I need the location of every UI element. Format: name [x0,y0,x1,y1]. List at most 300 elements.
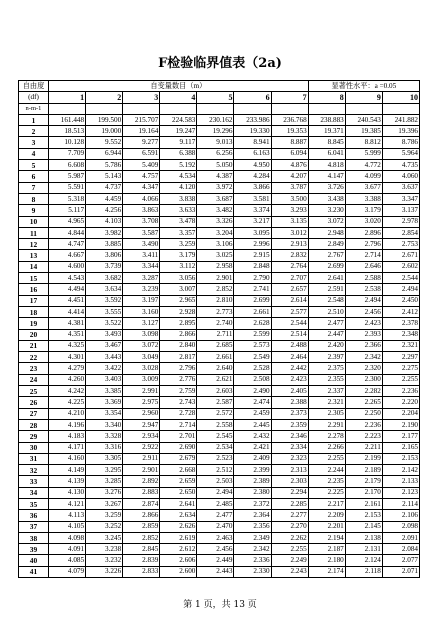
critical-value-cell: 4.534 [160,171,197,182]
critical-value-cell: 3.357 [160,227,197,238]
critical-value-cell: 2.874 [123,498,160,509]
critical-value-cell: 4.876 [271,160,308,171]
critical-value-cell: 19.330 [234,126,271,137]
critical-value-cell: 2.558 [197,419,234,430]
critical-value-cell: 3.726 [308,182,345,193]
critical-value-cell: 2.464 [271,352,308,363]
critical-value-cell: 2.262 [271,532,308,543]
critical-value-cell: 2.685 [197,340,234,351]
critical-value-cell: 3.232 [86,555,123,566]
table-header-row [19,81,420,92]
critical-value-cell: 2.179 [345,476,382,487]
row-df: 19 [19,318,49,329]
critical-value-cell: 2.138 [345,532,382,543]
critical-value-cell: 4.120 [160,182,197,193]
critical-value-cell: 3.972 [197,182,234,193]
critical-value-cell: 4.113 [49,510,86,521]
table-row [19,352,420,363]
critical-value-cell: 2.243 [271,566,308,577]
critical-value-cell: 2.456 [197,544,234,555]
critical-value-cell: 4.260 [49,374,86,385]
critical-value-cell: 2.996 [234,239,271,250]
critical-value-cell: 2.947 [123,419,160,430]
critical-value-cell: 2.275 [382,363,419,374]
table-row [19,363,420,374]
critical-value-cell: 2.165 [382,442,419,453]
row-df: 2 [19,126,49,137]
critical-value-cell: 2.790 [234,273,271,284]
table-row [19,408,420,419]
critical-value-cell: 2.399 [234,465,271,476]
critical-value-cell: 4.242 [49,386,86,397]
critical-value-cell: 2.346 [271,431,308,442]
critical-value-cell: 2.359 [271,419,308,430]
critical-value-cell: 8.845 [308,137,345,148]
critical-value-cell: 4.160 [49,453,86,464]
critical-value-cell: 4.494 [49,284,86,295]
row-df: 41 [19,566,49,577]
critical-value-cell: 10.128 [49,137,86,148]
critical-value-cell: 4.060 [382,171,419,182]
critical-value-cell: 5.050 [197,160,234,171]
table-row [19,487,420,498]
critical-value-cell: 2.118 [345,566,382,577]
critical-value-cell: 2.450 [382,295,419,306]
critical-value-cell: 3.326 [197,216,234,227]
critical-value-cell: 3.276 [86,487,123,498]
critical-value-cell: 2.934 [123,431,160,442]
critical-value-cell: 3.160 [123,306,160,317]
row-df: 7 [19,182,49,193]
critical-value-cell: 8.786 [382,137,419,148]
row-df: 25 [19,386,49,397]
critical-value-cell: 2.393 [345,329,382,340]
critical-value-cell: 2.544 [271,318,308,329]
critical-value-cell: 5.192 [160,160,197,171]
critical-value-cell: 2.372 [234,498,271,509]
critical-value-cell: 19.396 [382,126,419,137]
critical-value-cell: 2.845 [123,544,160,555]
table-row [19,374,420,385]
critical-value-cell: 2.123 [382,487,419,498]
row-df: 18 [19,306,49,317]
critical-value-cell: 3.007 [160,284,197,295]
critical-value-cell: 3.020 [345,216,382,227]
critical-value-cell: 19.000 [86,126,123,137]
critical-value-cell: 2.174 [308,566,345,577]
critical-value-cell: 2.514 [271,329,308,340]
critical-value-cell: 2.545 [197,431,234,442]
critical-value-cell: 3.285 [86,476,123,487]
critical-value-cell: 3.009 [123,374,160,385]
column-number-row [19,92,420,103]
critical-value-cell: 2.854 [382,227,419,238]
critical-value-cell: 2.305 [308,408,345,419]
critical-value-cell: 2.488 [271,340,308,351]
critical-value-cell: 2.922 [123,442,160,453]
critical-value-cell: 3.467 [86,340,123,351]
critical-value-cell: 3.592 [86,295,123,306]
critical-value-cell: 3.245 [86,532,123,543]
critical-value-cell: 2.915 [234,250,271,261]
critical-value-cell: 2.523 [197,453,234,464]
critical-value-cell: 4.600 [49,261,86,272]
critical-value-cell: 2.337 [308,386,345,397]
critical-value-cell: 3.347 [382,193,419,204]
critical-value-cell: 238.883 [308,114,345,125]
critical-value-cell: 2.628 [234,318,271,329]
critical-value-cell: 2.389 [234,476,271,487]
critical-value-cell: 2.817 [160,352,197,363]
critical-value-cell: 3.422 [86,363,123,374]
critical-value-cell: 2.236 [345,419,382,430]
table-row [19,137,420,148]
row-df: 26 [19,397,49,408]
critical-value-cell: 5.143 [86,171,123,182]
critical-value-cell: 4.451 [49,295,86,306]
critical-value-cell: 3.634 [86,284,123,295]
critical-value-cell: 2.356 [234,521,271,532]
critical-value-cell: 2.690 [160,442,197,453]
critical-value-cell: 2.668 [160,465,197,476]
row-df: 30 [19,442,49,453]
critical-value-cell: 3.587 [123,227,160,238]
critical-value-cell: 2.743 [160,397,197,408]
critical-value-cell: 2.490 [234,386,271,397]
critical-value-cell: 2.901 [197,273,234,284]
critical-value-cell: 2.265 [345,397,382,408]
critical-value-cell: 2.409 [234,453,271,464]
column-number: 3 [123,92,160,103]
critical-value-cell: 2.773 [197,306,234,317]
row-df: 34 [19,487,49,498]
critical-value-cell: 2.323 [271,453,308,464]
critical-value-cell: 2.470 [197,521,234,532]
critical-value-cell: 3.197 [123,295,160,306]
table-row [19,318,420,329]
critical-value-cell: 2.098 [382,521,419,532]
critical-value-cell: 2.776 [160,374,197,385]
critical-value-cell: 3.239 [123,284,160,295]
critical-value-cell: 2.133 [382,476,419,487]
critical-value-cell: 2.373 [271,408,308,419]
critical-value-cell: 2.679 [160,453,197,464]
table-row [19,386,420,397]
critical-value-cell: 2.852 [123,532,160,543]
row-df: 31 [19,453,49,464]
table-row [19,193,420,204]
table-row [19,498,420,509]
critical-value-cell: 2.512 [197,465,234,476]
critical-value-cell: 3.677 [345,182,382,193]
critical-value-cell: 4.066 [123,193,160,204]
critical-value-cell: 4.225 [49,397,86,408]
critical-value-cell: 2.503 [197,476,234,487]
critical-value-cell: 2.423 [271,374,308,385]
critical-value-cell: 2.255 [271,544,308,555]
critical-value-cell: 5.591 [49,182,86,193]
table-row [19,171,420,182]
critical-value-cell: 3.226 [86,566,123,577]
table-row [19,182,420,193]
critical-value-cell: 2.412 [382,306,419,317]
critical-value-cell: 2.255 [382,374,419,385]
critical-value-cell: 4.091 [49,544,86,555]
critical-value-cell: 4.196 [49,419,86,430]
critical-value-cell: 18.513 [49,126,86,137]
critical-value-cell: 6.388 [160,148,197,159]
row-df: 22 [19,352,49,363]
critical-value-cell: 3.049 [123,352,160,363]
critical-value-cell: 2.084 [382,544,419,555]
critical-value-cell: 3.354 [86,408,123,419]
critical-value-cell: 2.978 [382,216,419,227]
critical-value-cell: 2.840 [160,340,197,351]
column-number: 2 [86,92,123,103]
critical-value-cell: 3.739 [86,261,123,272]
critical-value-cell: 2.366 [345,340,382,351]
row-df: 38 [19,532,49,543]
critical-value-cell: 2.494 [345,295,382,306]
critical-value-cell: 2.661 [234,306,271,317]
column-number: 4 [160,92,197,103]
row-df: 9 [19,205,49,216]
critical-value-cell: 3.982 [86,227,123,238]
critical-value-cell: 2.217 [308,498,345,509]
critical-value-cell: 2.201 [308,521,345,532]
critical-value-cell: 2.948 [308,227,345,238]
critical-value-cell: 2.671 [382,250,419,261]
critical-value-cell: 4.747 [49,239,86,250]
critical-value-cell: 3.838 [160,193,197,204]
critical-value-cell: 2.883 [123,487,160,498]
critical-value-cell: 4.347 [123,182,160,193]
critical-value-cell: 2.573 [234,340,271,351]
critical-value-cell: 2.548 [308,295,345,306]
critical-value-cell: 3.230 [308,205,345,216]
critical-value-cell: 5.117 [49,205,86,216]
critical-value-cell: 2.603 [197,386,234,397]
critical-value-cell: 8.812 [345,137,382,148]
critical-value-cell: 230.162 [197,114,234,125]
critical-value-cell: 2.913 [271,239,308,250]
critical-value-cell: 2.349 [234,532,271,543]
critical-value-cell: 2.114 [382,498,419,509]
critical-value-cell: 8.941 [234,137,271,148]
critical-value-cell: 2.991 [123,386,160,397]
critical-value-cell: 3.866 [234,182,271,193]
critical-value-cell: 5.987 [49,171,86,182]
critical-value-cell: 2.621 [197,374,234,385]
row-df: 8 [19,193,49,204]
column-number: 8 [308,92,345,103]
critical-value-cell: 3.787 [271,182,308,193]
critical-value-cell: 2.626 [160,521,197,532]
page-title: F检验临界值表（2a) [158,56,282,71]
critical-value-cell: 2.225 [308,487,345,498]
critical-value-cell: 9.552 [86,137,123,148]
critical-value-cell: 2.474 [234,397,271,408]
critical-value-cell: 2.177 [382,431,419,442]
critical-value-cell: 3.438 [308,193,345,204]
critical-value-cell: 2.711 [197,329,234,340]
critical-value-cell: 2.313 [271,465,308,476]
critical-value-cell: 2.892 [123,476,160,487]
critical-value-cell: 3.443 [86,352,123,363]
critical-value-cell: 3.238 [86,544,123,555]
critical-value-cell: 4.171 [49,442,86,453]
critical-value-cell: 3.482 [197,205,234,216]
critical-value-cell: 2.714 [345,250,382,261]
table-row [19,532,420,543]
critical-value-cell: 2.278 [308,431,345,442]
critical-value-cell: 2.753 [382,239,419,250]
critical-value-cell: 3.293 [271,205,308,216]
critical-value-cell: 161.448 [49,114,86,125]
critical-value-cell: 3.127 [123,318,160,329]
critical-value-cell: 3.259 [86,510,123,521]
table-row [19,453,420,464]
critical-value-cell: 2.659 [160,476,197,487]
critical-value-cell: 2.699 [234,295,271,306]
critical-value-cell: 2.634 [160,510,197,521]
critical-value-cell: 3.217 [234,216,271,227]
critical-value-cell: 2.508 [234,374,271,385]
critical-value-cell: 2.544 [382,273,419,284]
critical-value-cell: 2.494 [197,487,234,498]
critical-value-cell: 2.447 [308,329,345,340]
critical-value-cell: 4.105 [49,521,86,532]
critical-value-cell: 5.786 [86,160,123,171]
critical-value-cell: 3.072 [123,340,160,351]
critical-value-cell: 2.657 [271,284,308,295]
critical-value-cell: 4.772 [345,160,382,171]
critical-value-cell: 2.297 [382,352,419,363]
critical-value-cell: 2.619 [160,532,197,543]
critical-value-cell: 2.342 [345,352,382,363]
critical-value-cell: 4.085 [49,555,86,566]
critical-value-cell: 2.255 [308,453,345,464]
critical-value-cell: 241.882 [382,114,419,125]
critical-value-cell: 3.863 [123,205,160,216]
critical-value-cell: 2.321 [382,340,419,351]
critical-value-cell: 2.443 [197,566,234,577]
critical-value-cell: 2.832 [271,250,308,261]
critical-value-cell: 4.147 [308,171,345,182]
critical-value-cell: 2.796 [160,363,197,374]
f-critical-value-table [18,80,420,578]
page-footer: 第 1 页，共 13 页 [183,600,257,610]
critical-value-cell: 4.284 [234,171,271,182]
critical-value-cell: 4.139 [49,476,86,487]
row-df: 12 [19,239,49,250]
critical-value-cell: 2.591 [308,284,345,295]
critical-value-cell: 5.409 [123,160,160,171]
critical-value-cell: 2.091 [382,532,419,543]
table-row [19,476,420,487]
critical-value-cell: 3.135 [271,216,308,227]
critical-value-cell: 2.187 [308,544,345,555]
critical-value-cell: 19.353 [271,126,308,137]
critical-value-cell: 2.767 [308,250,345,261]
critical-value-cell: 3.056 [160,273,197,284]
critical-value-cell: 3.179 [345,205,382,216]
critical-value-cell: 3.374 [234,205,271,216]
critical-value-cell: 2.650 [160,487,197,498]
critical-value-cell: 19.371 [308,126,345,137]
row-df: 1 [19,114,49,125]
row-df: 5 [19,160,49,171]
critical-value-cell: 2.661 [197,352,234,363]
critical-value-cell: 2.600 [160,566,197,577]
critical-value-cell: 2.124 [345,555,382,566]
critical-value-cell: 2.380 [234,487,271,498]
critical-value-cell: 2.277 [271,510,308,521]
critical-value-cell: 2.459 [234,408,271,419]
critical-value-cell: 2.285 [271,498,308,509]
table-row [19,273,420,284]
critical-value-cell: 2.534 [197,442,234,453]
table-row [19,216,420,227]
critical-value-cell: 2.895 [160,318,197,329]
critical-value-cell: 3.493 [86,329,123,340]
critical-value-cell: 2.606 [160,555,197,566]
critical-value-cell: 2.204 [382,408,419,419]
critical-value-cell: 2.449 [197,555,234,566]
column-number: 6 [234,92,271,103]
critical-value-cell: 2.294 [271,487,308,498]
critical-value-cell: 6.591 [123,148,160,159]
critical-value-cell: 2.740 [197,318,234,329]
critical-value-cell: 2.901 [123,465,160,476]
table-row [19,397,420,408]
critical-value-cell: 2.640 [197,363,234,374]
table-row [19,114,420,125]
critical-value-cell: 3.411 [123,250,160,261]
critical-value-cell: 4.414 [49,306,86,317]
critical-value-cell: 3.112 [160,261,197,272]
critical-value-cell: 3.555 [86,306,123,317]
critical-value-cell: 2.445 [234,419,271,430]
critical-value-cell: 9.117 [160,137,197,148]
critical-value-cell: 2.852 [197,284,234,295]
row-df: 24 [19,374,49,385]
column-number: 10 [382,92,419,103]
critical-value-cell: 2.378 [382,318,419,329]
critical-value-cell: 2.866 [123,510,160,521]
critical-value-cell: 2.220 [382,397,419,408]
critical-value-cell: 2.077 [382,555,419,566]
table-row [19,340,420,351]
critical-value-cell: 2.266 [308,442,345,453]
critical-value-cell: 4.210 [49,408,86,419]
critical-value-cell: 2.477 [308,318,345,329]
critical-value-cell: 2.194 [308,532,345,543]
critical-value-cell: 3.179 [160,250,197,261]
critical-value-cell: 4.844 [49,227,86,238]
table-row [19,227,420,238]
critical-value-cell: 3.490 [123,239,160,250]
critical-value-cell: 2.442 [271,363,308,374]
critical-value-cell: 2.423 [345,318,382,329]
row-df: 14 [19,261,49,272]
critical-value-cell: 3.072 [308,216,345,227]
critical-value-cell: 3.295 [86,465,123,476]
column-number: 5 [197,92,234,103]
critical-value-cell: 2.588 [345,273,382,284]
critical-value-cell: 4.325 [49,340,86,351]
critical-value-cell: 2.209 [308,510,345,521]
